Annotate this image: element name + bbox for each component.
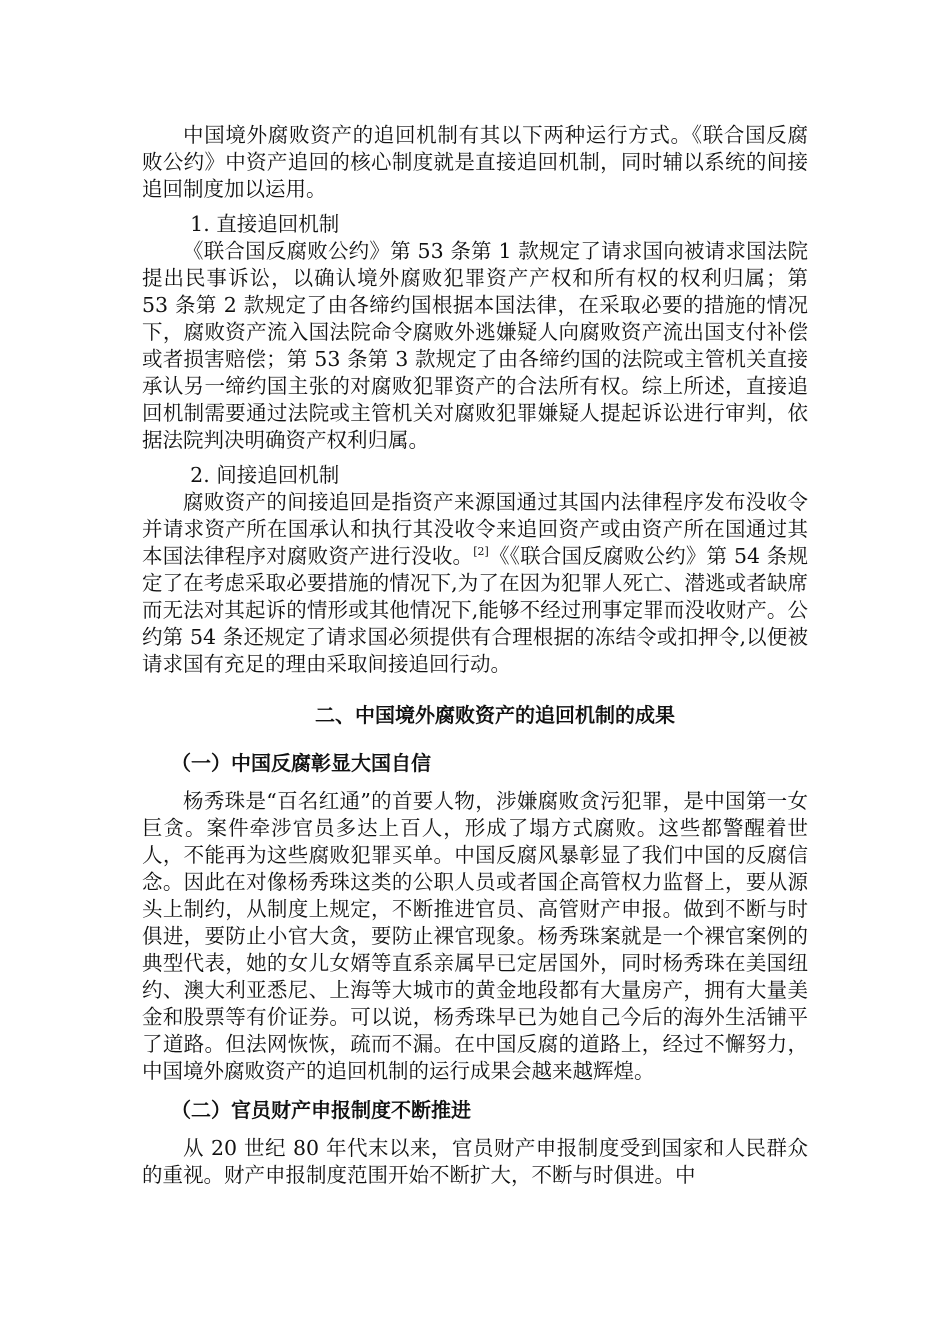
- subsection-one-title: （一）中国反腐彰显大国自信: [171, 751, 431, 775]
- document-body: [142, 122, 808, 1189]
- citation-reference: [2]: [473, 545, 489, 559]
- direct-recovery-heading: 1. 直接追回机制: [190, 212, 340, 236]
- intro-paragraph: 中国境外腐败资产的追回机制有其以下两种运行方式。《联合国反腐败公约》中资产追回的核心制度就是直接追回机制，同时辅以系统的间接追回制度加以运用。: [142, 123, 808, 201]
- subsection-two-paragraph: 从 20 世纪 80 年代末以来，官员财产申报制度受到国家和人民群众的重视。财产申报制度范围开始不断扩大，不断与时俱进。中: [142, 1136, 808, 1187]
- indirect-recovery-paragraph: [142, 489, 808, 678]
- subsection-one-paragraph: 杨秀珠是“百名红通”的首要人物，涉嫌腐败贪污犯罪，是中国第一女巨贪。案件牵涉官员多达上百人，形成了塌方式腐败。这些都警醒着世人，不能再为这些腐败犯罪买单。中国反腐风暴彰显了我们中国的反腐信念。因此在对像杨秀珠这类的公职人员或者国企高管权力监督上，要从源头上制约，从制度上规定，不断推进官员、高管财产申报。做到不断与时俱进，要防止小官大贪，要防止裸官现象。杨秀珠案就是一个裸官案例的典型代表，她的女儿女婿等直系亲属早已定居国外，同时杨秀珠在美国纽约、澳大利亚悉尼、上海等大城市的黄金地段都有大量房产，拥有大量美金和股票等有价证券。可以说，杨秀珠早已为她自己今后的海外生活铺平了道路。但法网恢恢，疏而不漏。在中国反腐的道路上，经过不懈努力，中国境外腐败资产的追回机制的运行成果会越来越辉煌。: [142, 789, 808, 1083]
- direct-recovery-paragraph: 《联合国反腐败公约》第 53 条第 1 款规定了请求国向被请求国法院提出民事诉讼，以确认境外腐败犯罪资产产权和所有权的权利归属；第 53 条第 2 款规定了由各缔约国根据本国法律，在采取必要的措施的情况下，腐败资产流入国法院命令腐败外逃嫌疑人向腐败资产流出国支付补偿或者损害赔偿；第 53 条第 3 款规定了由各缔约国的法院或主管机关直接承认另一缔约国主张的对腐败犯罪资产的合法所有权。综上所述，直接追回机制需要通过法院或主管机关对腐败犯罪嫌疑人提起诉讼进行审判，依据法院判决明确资产权利归属。: [142, 239, 808, 452]
- indirect-text-part-2: 《《联合国反腐败公约》第 54 条规定了在考虑采取必要措施的情况下,为了在因为犯罪人死亡、潜逃或者缺席而无法对其起诉的情形或其他情况下,能够不经过刑事定罪而没收财产。公约第 54 条还规定了请求国必须提供有合理根据的冻结令或扣押令,以便被请求国有充足的理由采取间接追回行动。: [142, 544, 808, 676]
- indirect-recovery-heading: 2. 间接追回机制: [190, 463, 340, 487]
- indirect-text-part-1: 腐败资产的间接追回是指资产来源国通过其国内法律程序发布没收令并请求资产所在国承认和执行其没收令来追回资产或由资产所在国通过其本国法律程序对腐败资产进行没收。: [142, 490, 808, 568]
- section-two-title: 二、中国境外腐败资产的追回机制的成果: [315, 703, 675, 727]
- subsection-two-title: （二）官员财产申报制度不断推进: [171, 1098, 471, 1122]
